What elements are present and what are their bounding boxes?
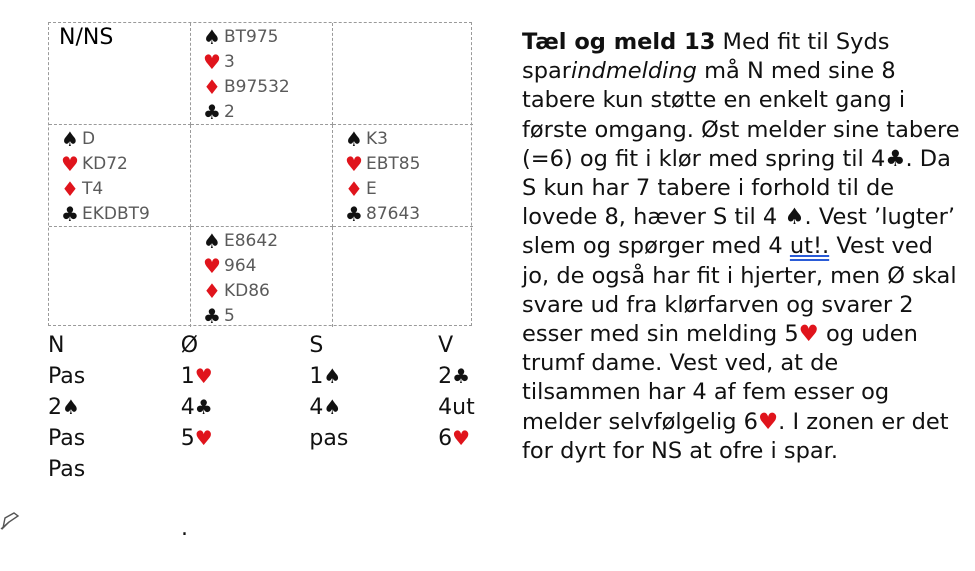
diagram-cell-bottom-left: [49, 227, 191, 327]
north-cards: 2: [224, 101, 235, 122]
heart-icon: ♥: [758, 408, 779, 435]
east-cards: E: [366, 178, 377, 199]
text-segment-6: og uden trumf dame. Vest ved, at de tilsammen har 4 af fem esser og melder selvfølgelig 6: [522, 321, 918, 435]
west-hand: [59, 126, 150, 226]
south-cards: KD86: [224, 280, 270, 301]
south-cards: 5: [224, 305, 235, 326]
north-suit-row: [201, 49, 290, 74]
bidding-row: [48, 361, 498, 392]
club-icon: ♣: [61, 201, 79, 226]
west-suit-row: [59, 201, 150, 226]
west-cards: KD72: [82, 153, 128, 174]
east-suit-row: [343, 126, 420, 151]
north-suit-row: [201, 74, 290, 99]
south-cards: 964: [224, 255, 257, 276]
club-icon: ♣: [203, 303, 221, 328]
bidding-table: [48, 330, 498, 485]
east-cards: 87643: [366, 203, 421, 224]
bid-level: 1: [309, 364, 324, 389]
text-segment-7: . I zonen er det for dyrt for NS at ofre i spar.: [522, 408, 949, 464]
east-suit-row: [343, 176, 420, 201]
bid-level: 5: [180, 426, 195, 451]
west-suit-row: [59, 151, 150, 176]
spade-icon: ♠: [203, 24, 221, 49]
bidding-header-west: V: [438, 333, 454, 358]
diamond-icon: ♦: [203, 74, 221, 99]
spade-icon: ♠: [61, 126, 79, 151]
bid-level: 4: [180, 395, 195, 420]
underlined-bid: ut!.: [789, 233, 830, 260]
south-suit-row: [201, 253, 278, 278]
spade-icon: ♠: [345, 126, 363, 151]
bid-cell: Pas: [48, 364, 86, 389]
west-cards: T4: [82, 178, 104, 199]
text-italic-word: indmelding: [571, 58, 697, 85]
diagram-cell-center: [191, 125, 333, 227]
bidding-header-north: N: [48, 333, 65, 358]
bidding-row: [48, 423, 498, 454]
text-segment-5: Vest ved jo, de også har fit i hjerter, men Ø skal svare ud fra klørfarven og svarer 2 esser med sin melding 5: [522, 233, 957, 348]
spade-icon: ♠: [203, 228, 221, 253]
south-suit-row: [201, 228, 278, 253]
east-hand-cell: [333, 125, 473, 227]
north-hand-cell: [191, 23, 333, 125]
diamond-icon: ♦: [345, 176, 363, 201]
heart-icon: ♥: [194, 364, 213, 388]
bid-level: 6: [438, 426, 453, 451]
club-icon: ♣: [345, 201, 363, 226]
club-icon: ♣: [452, 364, 471, 388]
east-cards: EBT85: [366, 153, 421, 174]
south-suit-row: [201, 303, 278, 328]
heart-icon: ♥: [798, 321, 819, 348]
diagram-cell-top-right: [333, 23, 473, 125]
bid-cell: [309, 395, 438, 420]
east-cards: K3: [366, 128, 388, 149]
text-segment-1: Med fit til Syds spar: [522, 29, 890, 85]
west-suit-row: [59, 126, 150, 151]
bid-level: 1: [180, 364, 195, 389]
bid-cell: [181, 426, 310, 451]
bid-cell: [309, 364, 438, 389]
heart-icon: ♥: [452, 426, 471, 450]
east-hand: [343, 126, 420, 226]
north-cards: 3: [224, 51, 235, 72]
bid-cell: pas: [309, 426, 349, 451]
bid-cell: 4ut: [438, 395, 475, 420]
club-icon: ♣: [203, 99, 221, 124]
north-cards: B97532: [224, 76, 290, 97]
west-cards: EKDBT9: [82, 203, 150, 224]
bid-cell: [438, 364, 498, 389]
edit-icon[interactable]: [0, 510, 20, 532]
bid-cell: Pas: [48, 457, 86, 482]
bidding-row: [48, 454, 498, 485]
bid-level: 2: [48, 395, 62, 420]
north-hand: [201, 24, 290, 124]
diagram-cell-bottom-right: [333, 227, 473, 327]
article-title: Tæl og meld 13: [522, 29, 716, 55]
diamond-icon: ♦: [203, 278, 221, 303]
east-suit-row: [343, 151, 420, 176]
stray-dot: .: [181, 516, 188, 541]
bidding-header-east: Ø: [180, 333, 199, 358]
heart-icon: ♥: [203, 253, 221, 278]
spade-icon: ♠: [323, 395, 342, 419]
text-segment-4: . Vest ’lugter’ slem og spørger med 4: [522, 204, 956, 260]
bidding-rows: [48, 361, 498, 485]
bridge-diagram: [48, 22, 472, 326]
bid-cell: [181, 364, 310, 389]
dealer-vulnerability-label: N/NS: [59, 25, 114, 50]
diagram-cell-top-left: [49, 23, 191, 125]
east-suit-row: [343, 201, 420, 226]
west-cards: D: [82, 128, 96, 149]
text-segment-2: må N med sine 8 tabere kun støtte en enkelt gang i første omgang. Øst melder sine tabere (=6) og fit i klør med spring til 4: [522, 58, 960, 172]
bidding-header-south: S: [309, 333, 324, 358]
north-suit-row: [201, 99, 290, 124]
bid-cell: [438, 426, 498, 451]
spade-icon: ♠: [62, 395, 80, 419]
bidding-header-row: [48, 330, 498, 361]
heart-icon: ♥: [194, 426, 213, 450]
spade-icon: ♠: [323, 364, 342, 388]
south-hand: [201, 228, 278, 328]
club-icon: ♣: [885, 145, 906, 172]
club-icon: ♣: [194, 395, 213, 419]
south-suit-row: [201, 278, 278, 303]
south-cards: E8642: [224, 230, 279, 251]
heart-icon: ♥: [61, 151, 79, 176]
west-hand-cell: [49, 125, 191, 227]
north-cards: BT975: [224, 26, 279, 47]
west-suit-row: [59, 176, 150, 201]
bid-level: 2: [438, 364, 453, 389]
south-hand-cell: [191, 227, 333, 327]
explanation-text: [522, 28, 962, 466]
bidding-row: [48, 392, 498, 423]
heart-icon: ♥: [345, 151, 363, 176]
spade-icon: ♠: [784, 204, 805, 231]
bid-cell: [48, 395, 181, 420]
bid-cell: [181, 395, 310, 420]
text-segment-3: . Da S kun har 7 tabere i forhold til de lovede 8, hæver S til 4: [522, 145, 951, 231]
bid-level: 4: [309, 395, 324, 420]
north-suit-row: [201, 24, 290, 49]
heart-icon: ♥: [203, 49, 221, 74]
bid-cell: Pas: [48, 426, 86, 451]
diamond-icon: ♦: [61, 176, 79, 201]
